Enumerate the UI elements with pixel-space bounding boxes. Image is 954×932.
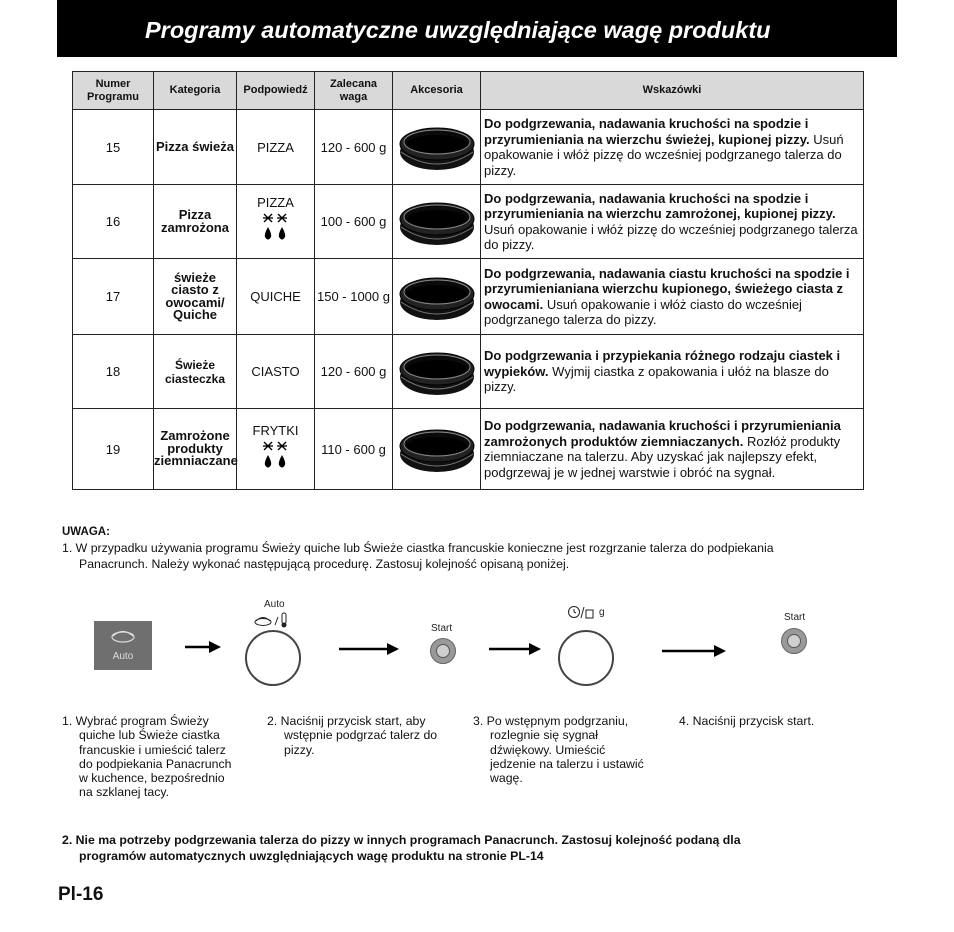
program-tips-bold: Do podgrzewania, nadawania ciastu kruchości na spodzie i przyrumienianiana wierzchu kupionego, świeżego ciasta z owocami.	[484, 265, 850, 312]
program-category: Pizza świeża	[154, 110, 237, 185]
program-hint-cell	[237, 335, 315, 409]
procedure-step	[62, 714, 231, 800]
procedure-step	[679, 714, 814, 728]
program-tips-normal: Rozłóż produkty ziemniaczane na talerzu. Aby uzyskać jak najlepszy efekt, podgrzewaj je w jednej warstwie i obróć na sygnał.	[484, 433, 841, 480]
step-line: pizzy.	[284, 742, 315, 757]
note-heading: UWAGA:	[62, 526, 110, 538]
step-line: wstępnie podgrzać talerz do	[284, 728, 438, 743]
program-number: 15	[73, 110, 154, 185]
snowflake-drop-icon	[262, 212, 290, 244]
procedure-step	[473, 714, 644, 785]
dial-1-label: Auto	[264, 599, 285, 610]
step-line: wagę.	[490, 771, 523, 786]
note-item-1	[62, 541, 862, 572]
program-hint-cell	[237, 110, 315, 185]
col-header-number: Numer Programu	[73, 72, 154, 110]
program-number: 17	[73, 259, 154, 335]
program-number: 16	[73, 185, 154, 259]
table-row	[73, 335, 864, 409]
step-line: 2. Naciśnij przycisk start, aby	[267, 714, 426, 728]
auto-thermometer-icon	[254, 612, 294, 628]
page-title: Programy automatyczne uwzględniające wagę produktu	[145, 17, 771, 43]
col-header-category: Kategoria	[154, 72, 237, 110]
start-button-1[interactable]	[430, 638, 456, 664]
frozen-icon	[237, 440, 314, 476]
step-line: jedzenie na talerzu i ustawić	[490, 756, 644, 771]
step-line: do podpiekania Panacrunch	[79, 756, 232, 771]
program-tips-normal: Usuń opakowanie i włóż pizzę do wcześniej podgrzanego talerza do pizzy.	[484, 131, 844, 178]
program-number: 19	[73, 409, 154, 490]
step-line: w kuchence, bezpośrednio	[79, 771, 225, 786]
program-category: świeże ciasto z owocami/ Quiche	[154, 259, 237, 335]
start-2-label: Start	[784, 612, 806, 623]
program-accessory	[393, 335, 481, 409]
start-button-inner	[436, 644, 450, 658]
arrow-icon	[662, 644, 726, 658]
program-tips	[481, 409, 864, 490]
arrow-icon	[339, 642, 399, 656]
program-category: Świeże ciasteczka	[154, 335, 237, 409]
col-header-tips: Wskazówki	[481, 72, 864, 110]
program-weight: 100 - 600 g	[315, 185, 393, 259]
timer-weight-icon	[567, 605, 597, 621]
step-line: dźwiękowy. Umieścić	[490, 742, 606, 757]
program-tips-normal: Usuń opakowanie i włóż ciasto do wcześniej podgrzanego talerza do pizzy.	[484, 296, 802, 327]
pizza-tray-icon	[398, 347, 476, 397]
program-tips-bold: Do podgrzewania, nadawania kruchości na spodzie i przyrumieniania na wierzchu świeżej, kupionej pizzy.	[484, 116, 810, 147]
program-tips-bold: Do podgrzewania, nadawania kruchości na spodzie i przyrumieniania na wierzchu zamrożonej, kupionej pizzy.	[484, 190, 836, 221]
start-1-label: Start	[431, 623, 453, 634]
step-line: francuskie i umieścić talerz	[79, 742, 226, 757]
page-number: Pl-16	[58, 884, 104, 905]
table-row	[73, 409, 864, 490]
program-weight: 120 - 600 g	[315, 110, 393, 185]
program-table	[72, 71, 864, 490]
title-bar	[57, 0, 897, 57]
program-accessory	[393, 259, 481, 335]
program-category: Zamrożone produkty ziemniaczane	[154, 409, 237, 490]
arrow-icon	[489, 642, 541, 656]
step-line: quiche lub Świeże ciastka	[79, 728, 220, 743]
program-hint: FRYTKI	[252, 422, 299, 438]
step-line: na szklanej tacy.	[79, 785, 169, 800]
program-tips-normal: Wyjmij ciastka z opakowania i ułóż na blasze do pizzy.	[484, 363, 829, 395]
dish-icon	[94, 621, 152, 651]
pizza-tray-icon	[398, 197, 476, 247]
program-hint: PIZZA	[257, 139, 294, 155]
start-button-2[interactable]	[781, 628, 807, 654]
note-item-2-line-2: programów automatycznych uwzględniających wagę produktu na stronie PL-14	[79, 849, 544, 863]
note-item-2-line-1: 2. Nie ma potrzeby podgrzewania talerza do pizzy w innych programach Panacrunch. Zastosuj kolejność podaną dla	[62, 833, 741, 847]
program-hint: QUICHE	[250, 289, 301, 304]
note-item-1-line-2: Panacrunch. Należy wykonać następującą procedurę. Zastosuj kolejność opisaną poniżej.	[79, 556, 570, 571]
program-tips	[481, 110, 864, 185]
program-hint: PIZZA	[257, 195, 294, 210]
program-tips-bold: Do podgrzewania, nadawania kruchości i przyrumieniania zamrożonych produktów ziemniaczanych.	[484, 418, 841, 449]
program-number: 18	[73, 335, 154, 409]
program-tips	[481, 335, 864, 409]
program-accessory	[393, 409, 481, 490]
step-line: 4. Naciśnij przycisk start.	[679, 714, 815, 728]
program-weight: 150 - 1000 g	[315, 259, 393, 335]
auto-button[interactable]	[94, 621, 152, 670]
auto-button-label: Auto	[112, 651, 134, 662]
dial-1[interactable]	[245, 630, 301, 686]
dial-2[interactable]	[558, 630, 614, 686]
col-header-weight: Zalecana waga	[315, 72, 393, 110]
pizza-tray-icon	[398, 424, 476, 474]
program-hint-cell	[237, 185, 315, 259]
note-item-1-line-1: 1. W przypadku używania programu Świeży quiche lub Świeże ciastka francuskie konieczne jest rozgrzanie talerza do podpiekania	[62, 541, 774, 555]
pizza-tray-icon	[398, 272, 476, 322]
program-hint: CIASTO	[251, 364, 300, 379]
program-tips-bold: Do podgrzewania i przypiekania różnego rodzaju ciastek i wypieków.	[484, 348, 841, 379]
procedure-step	[267, 714, 437, 757]
program-hint-cell	[237, 409, 315, 490]
step-line: 3. Po wstępnym podgrzaniu,	[473, 714, 629, 728]
program-weight: 120 - 600 g	[315, 335, 393, 409]
program-hint-cell	[237, 259, 315, 335]
program-category: Pizza zamrożona	[154, 185, 237, 259]
start-button-inner	[787, 634, 801, 648]
col-header-hint: Podpowiedź	[237, 72, 315, 110]
program-weight: 110 - 600 g	[315, 409, 393, 490]
step-line: 1. Wybrać program Świeży	[62, 714, 209, 728]
note-item-2	[62, 832, 862, 864]
col-header-accessories: Akcesoria	[393, 72, 481, 110]
program-tips	[481, 185, 864, 259]
pizza-tray-icon	[398, 122, 476, 172]
step-line: rozlegnie się sygnał	[490, 728, 599, 743]
table-row	[73, 185, 864, 259]
dial-2-label: g	[599, 607, 605, 618]
frozen-icon	[237, 212, 314, 248]
table-row	[73, 110, 864, 185]
program-accessory	[393, 185, 481, 259]
table-header-row	[73, 72, 864, 110]
program-tips-normal: Usuń opakowanie i włóż pizzę do wcześniej podgrzanego talerza do pizzy.	[484, 221, 858, 252]
program-accessory	[393, 110, 481, 185]
table-row	[73, 259, 864, 335]
snowflake-drop-icon	[262, 440, 290, 472]
program-tips	[481, 259, 864, 335]
arrow-icon	[185, 640, 221, 654]
